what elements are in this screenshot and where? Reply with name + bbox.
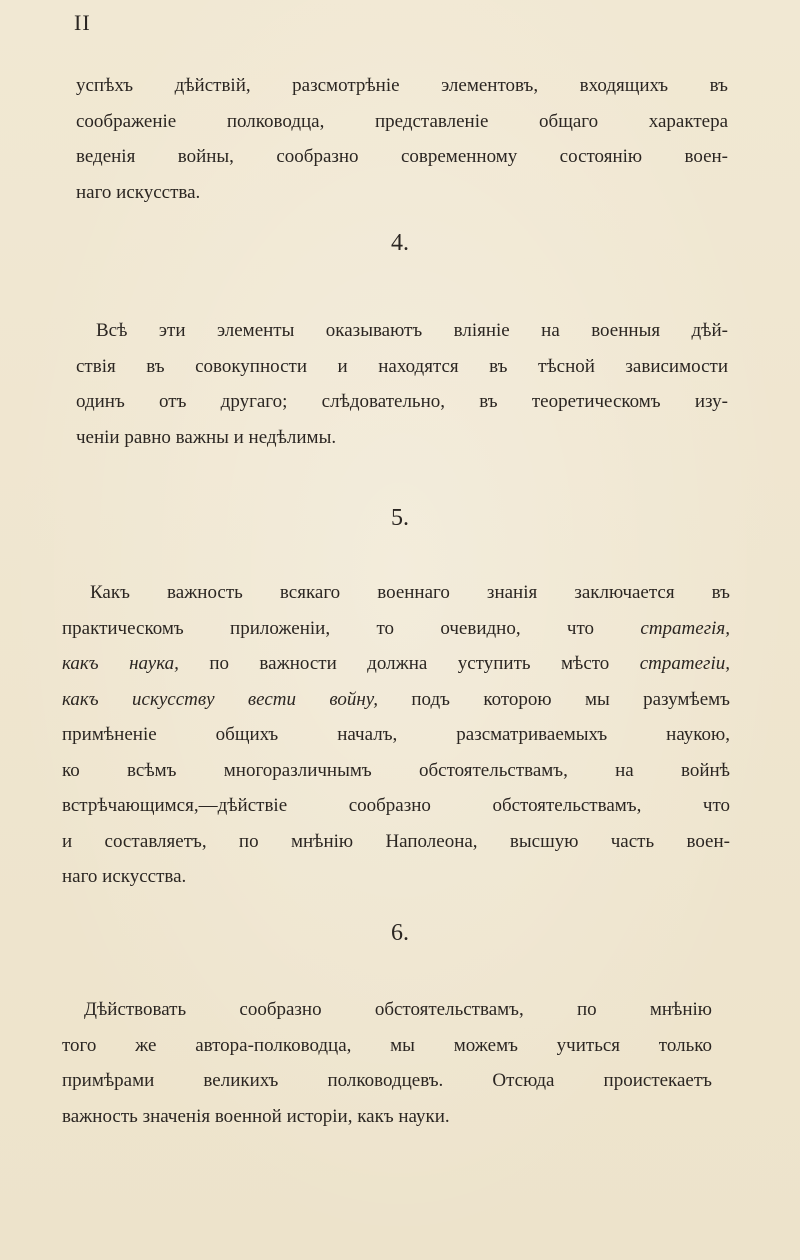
text-span: практическомъ приложеніи, то очевидно, что [62,617,595,639]
paragraph-section-5 [62,575,730,895]
paragraph-section-6 [62,992,712,1134]
text-line: ко всѣмъ многоразличнымъ обстоятельствамъ, на войнѣ [62,759,730,781]
text-line: ствія въ совокупности и находятся въ тѣсной зависимости [76,355,728,377]
text-line: примѣрами великихъ полководцевъ. Отсюда проистекаетъ [62,1070,712,1091]
text-span: по важности должна уступить мѣсто [209,653,610,674]
italic-term: стратегіи, [639,653,730,674]
text-line: и составляетъ, по мнѣнію Наполеона, высшую часть воен- [62,830,730,852]
paragraph-section-4 [76,313,728,455]
text-line: Дѣйствовать сообразно обстоятельствамъ, по мнѣнію [84,999,712,1020]
text-span: подъ которою мы разумѣемъ [411,688,730,710]
section-number-5: 5. [391,505,409,531]
text-line: успѣхъ дѣйствій, разсмотрѣніе элементовъ, входящихъ въ [76,75,728,96]
text-line: встрѣчающимся,—дѣйствіе сообразно обстоятельствамъ, что [62,795,730,816]
text-line: веденія войны, сообразно современному состоянію воен- [76,146,728,167]
text-line: примѣненіе общихъ началъ, разсматриваемыхъ наукою, [62,724,730,745]
section-number-4: 4. [391,230,409,256]
text-line: того же автора-полководца, мы можемъ учиться только [62,1034,712,1056]
text-line [62,682,730,718]
text-line: Какъ важность всякаго военнаго знанія заключается въ [90,582,730,603]
page-number: II [74,10,91,35]
section-number-6: 6. [391,920,409,946]
italic-term: стратегія, [640,617,730,639]
text-line [62,646,730,682]
paragraph-continuation [76,68,728,210]
text-line: наго искусства. [76,181,201,203]
text-line: соображеніе полководца, представленіе общаго характера [76,110,728,132]
text-line: наго искусства. [62,866,187,887]
text-line: важность значенія военной исторіи, какъ науки. [62,1105,450,1127]
italic-term: какъ искусству вести войну, [62,688,378,710]
italic-term: какъ наука, [62,653,179,674]
text-line: Всѣ эти элементы оказываютъ вліяніе на военныя дѣй- [96,320,728,341]
text-line: одинъ отъ другаго; слѣдовательно, въ теоретическомъ изу- [76,391,728,412]
text-line: ченіи равно важны и недѣлимы. [76,426,337,448]
text-line [62,611,730,647]
